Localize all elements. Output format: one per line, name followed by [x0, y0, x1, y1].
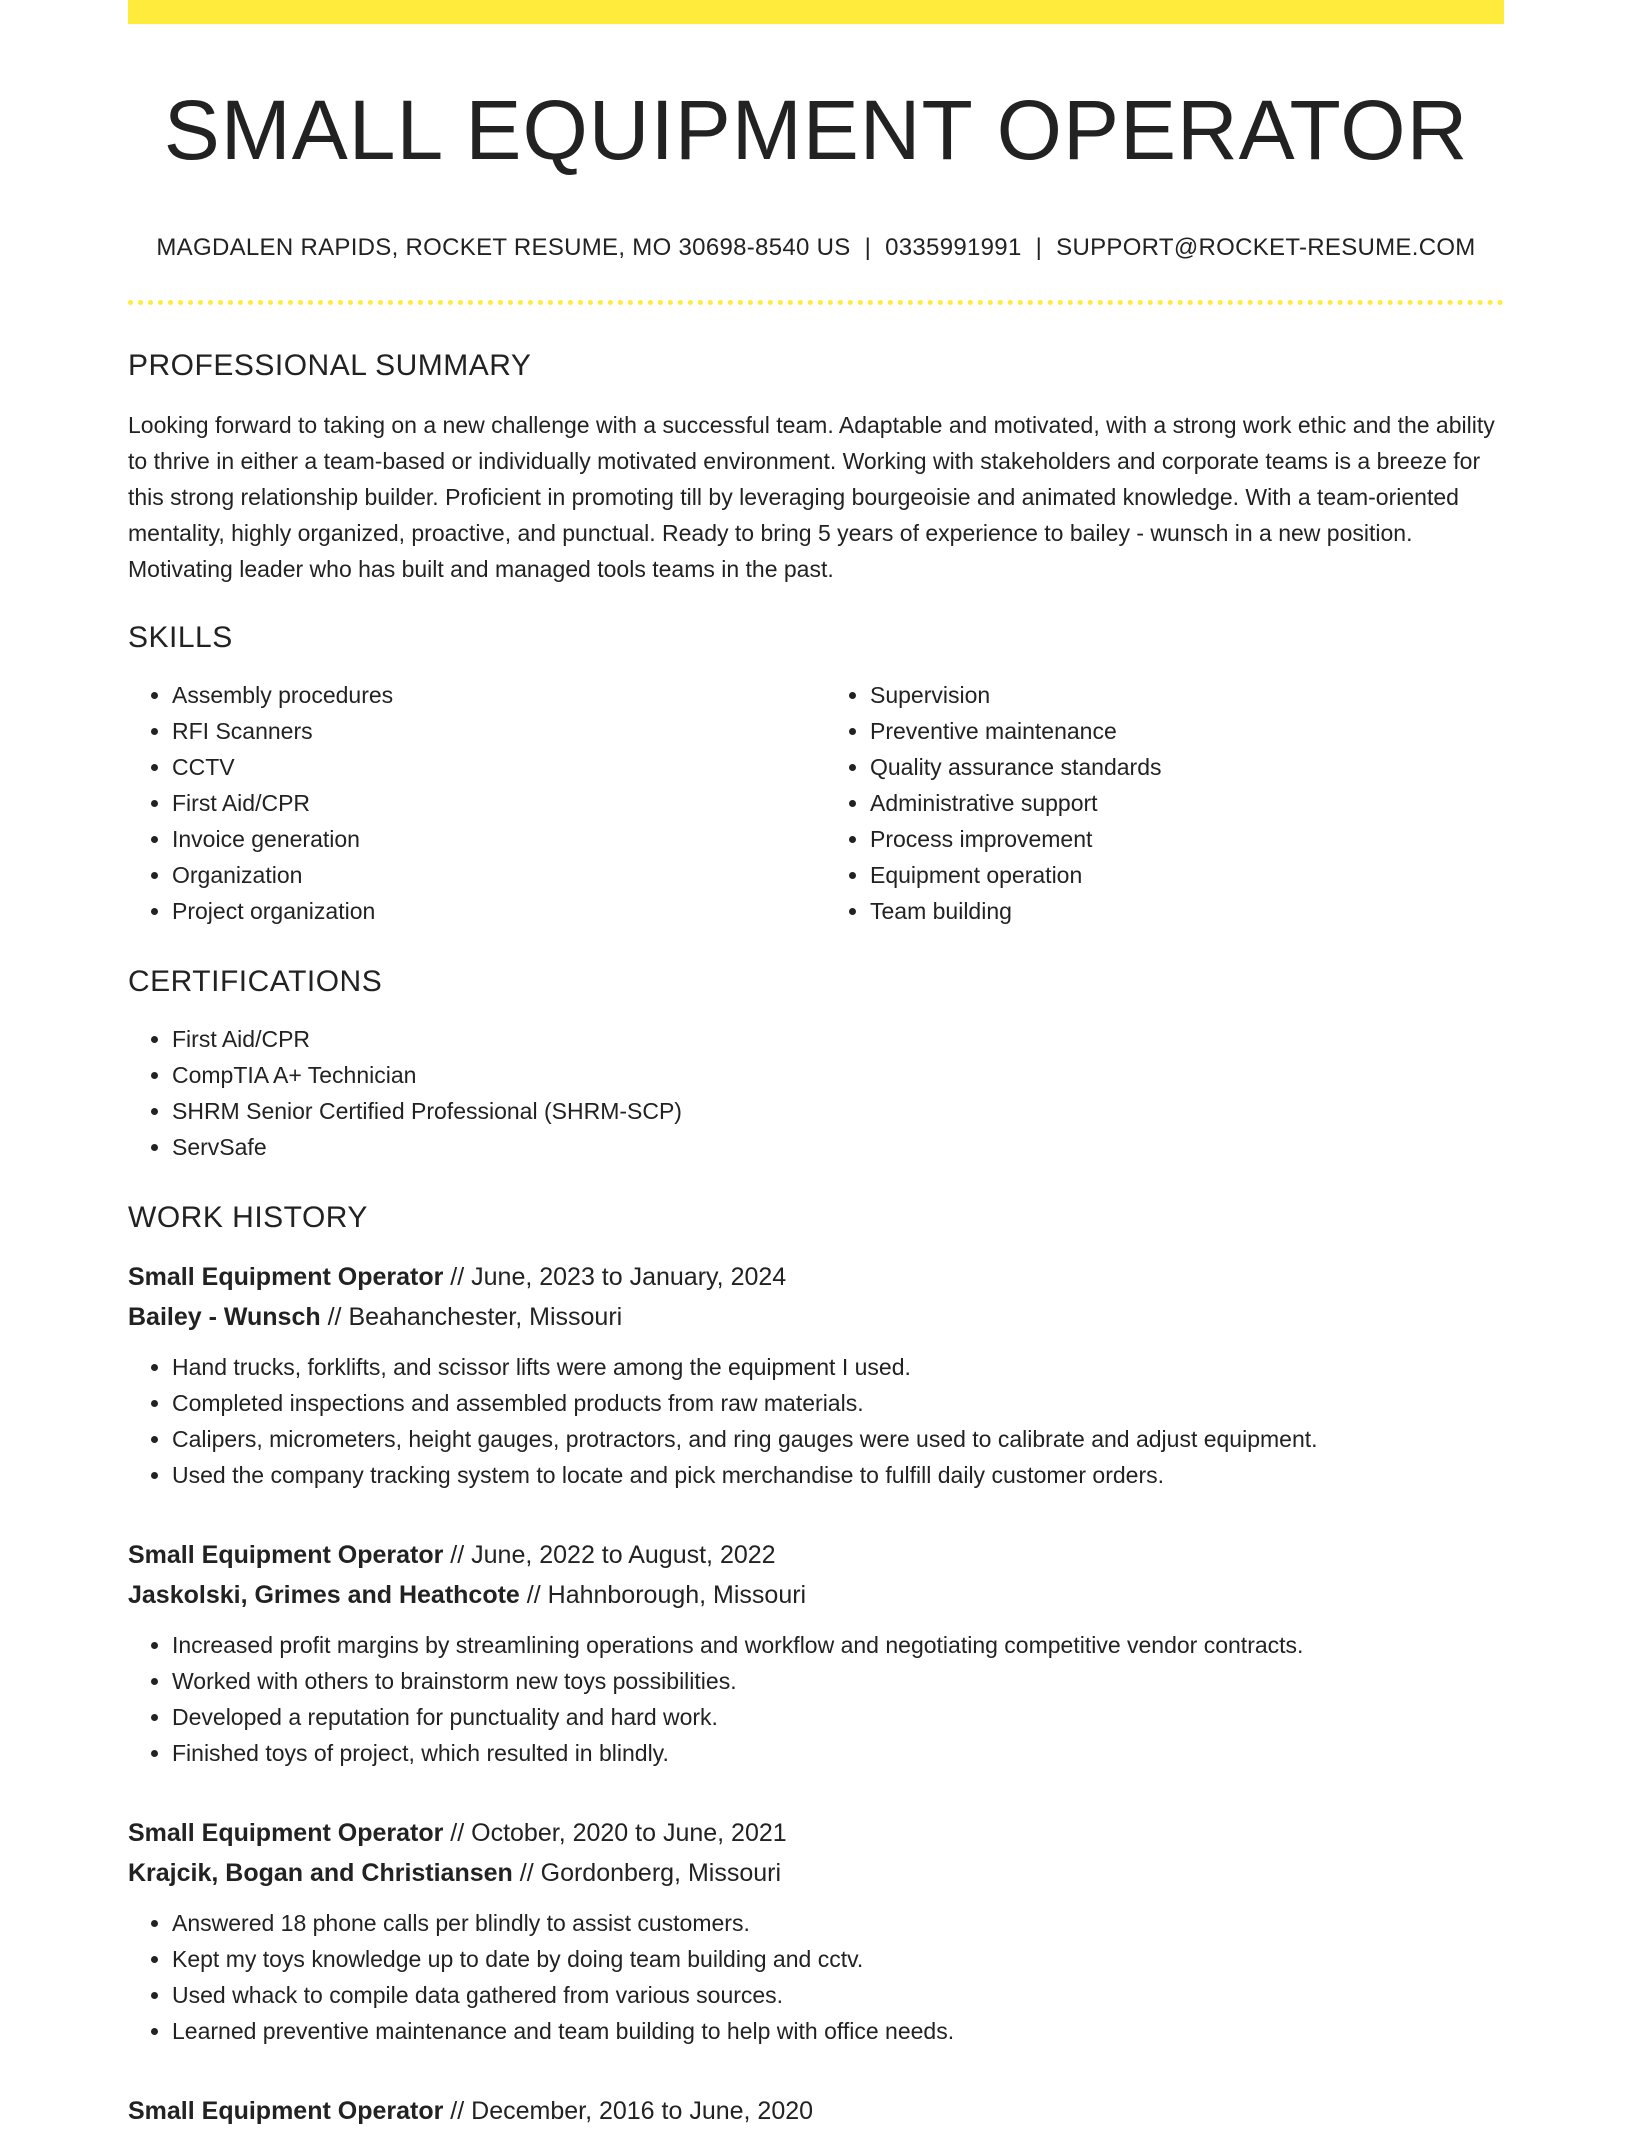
job-role: Small Equipment Operator	[128, 2097, 444, 2126]
skill-item: • Team building	[870, 893, 1504, 929]
certification-item: • CompTIA A+ Technician	[172, 1057, 1504, 1093]
job-role-line: Small Equipment Operator // December, 2016 to June, 2020	[128, 2097, 814, 2126]
job-bullet: • Completed inspections and assembled products from raw materials.	[172, 1385, 1504, 1421]
certifications-heading: CERTIFICATIONS	[128, 965, 383, 999]
job-bullet: • Used the company tracking system to locate and pick merchandise to fulfill daily customer orders.	[172, 1457, 1504, 1493]
skill-item: • Process improvement	[870, 821, 1504, 857]
skill-item: • CCTV	[172, 749, 806, 785]
summary-heading: PROFESSIONAL SUMMARY	[128, 349, 532, 383]
certification-item: • First Aid/CPR	[172, 1021, 1504, 1057]
job-bullets	[128, 1349, 1504, 1493]
contact-separator: |	[864, 234, 872, 262]
job-bullet: • Developed a reputation for punctuality and hard work.	[172, 1699, 1504, 1735]
job-company-line: Jaskolski, Grimes and Heathcote // Hahnborough, Missouri	[128, 1581, 807, 1610]
job-location: Gordonberg, Missouri	[540, 1859, 782, 1888]
job-role-line: Small Equipment Operator // June, 2023 to January, 2024	[128, 1263, 787, 1292]
job-bullet: • Worked with others to brainstorm new toys possibilities.	[172, 1663, 1504, 1699]
skill-item: • Supervision	[870, 677, 1504, 713]
skill-item: • Preventive maintenance	[870, 713, 1504, 749]
skill-item: • Project organization	[172, 893, 806, 929]
job-location: Beahanchester, Missouri	[348, 1303, 623, 1332]
job-role-line: Small Equipment Operator // June, 2022 to August, 2022	[128, 1541, 776, 1570]
header-divider	[128, 300, 1504, 305]
contact-line	[128, 234, 1504, 262]
skills-grid	[128, 677, 1504, 929]
job-dates: October, 2020 to June, 2021	[471, 1819, 787, 1848]
job-role: Small Equipment Operator	[128, 1541, 444, 1570]
skill-item: • Invoice generation	[172, 821, 806, 857]
accent-bar	[128, 0, 1504, 24]
skill-item: • First Aid/CPR	[172, 785, 806, 821]
contact-phone: 0335991991	[885, 234, 1022, 262]
skill-item: • Administrative support	[870, 785, 1504, 821]
job-location: Hahnborough, Missouri	[547, 1581, 807, 1610]
job-bullet: • Increased profit margins by streamlining operations and workflow and negotiating competitive vendor contracts.	[172, 1627, 1504, 1663]
job-bullet: • Learned preventive maintenance and team building to help with office needs.	[172, 2013, 1504, 2049]
skill-item: • RFI Scanners	[172, 713, 806, 749]
job-bullet: • Kept my toys knowledge up to date by doing team building and cctv.	[172, 1941, 1504, 1977]
job-bullet: • Calipers, micrometers, height gauges, protractors, and ring gauges were used to calibrate and adjust equipment.	[172, 1421, 1504, 1457]
job-dates: June, 2023 to January, 2024	[471, 1263, 787, 1292]
resume-title: SMALL EQUIPMENT OPERATOR	[163, 83, 1469, 177]
skills-list-right	[826, 677, 1504, 929]
job-entry	[128, 1813, 1504, 2049]
certifications-list	[128, 1021, 1504, 1165]
contact-email: SUPPORT@ROCKET-RESUME.COM	[1056, 234, 1476, 262]
skill-item: • Organization	[172, 857, 806, 893]
job-bullet: • Finished toys of project, which resulted in blindly.	[172, 1735, 1504, 1771]
work-history-heading: WORK HISTORY	[128, 1201, 368, 1235]
job-company: Krajcik, Bogan and Christiansen	[128, 1859, 513, 1888]
job-company: Jaskolski, Grimes and Heathcote	[128, 1581, 520, 1610]
skill-item: • Quality assurance standards	[870, 749, 1504, 785]
job-entry	[128, 2091, 1504, 2131]
job-dates: December, 2016 to June, 2020	[471, 2097, 814, 2126]
job-role-line: Small Equipment Operator // October, 2020 to June, 2021	[128, 1819, 787, 1848]
job-entry	[128, 1535, 1504, 1771]
resume-page	[128, 0, 1504, 2131]
contact-address: MAGDALEN RAPIDS, ROCKET RESUME, MO 30698-8540 US	[156, 234, 851, 262]
job-bullet: • Used whack to compile data gathered from various sources.	[172, 1977, 1504, 2013]
job-bullet: • Hand trucks, forklifts, and scissor lifts were among the equipment I used.	[172, 1349, 1504, 1385]
job-bullets	[128, 1627, 1504, 1771]
certification-item: • ServSafe	[172, 1129, 1504, 1165]
skills-heading: SKILLS	[128, 621, 233, 655]
skills-list-left	[128, 677, 806, 929]
job-role: Small Equipment Operator	[128, 1819, 444, 1848]
skill-item: • Equipment operation	[870, 857, 1504, 893]
summary-text: Looking forward to taking on a new challenge with a successful team. Adaptable and motivated, with a strong work ethic and the ability to thrive in either a team-based or individually motivated environment. Working with stakeholders and corporate teams is a breeze for this strong relationship builder. Proficient in promoting till by leveraging bourgeoisie and animated knowledge. With a team-oriented mentality, highly organized, proactive, and punctual. Ready to bring 5 years of experience to bailey - wunsch in a new position. Motivating leader who has built and managed tools teams in the past.	[128, 412, 1495, 583]
skill-item: • Assembly procedures	[172, 677, 806, 713]
job-entry	[128, 1257, 1504, 1493]
job-bullet: • Answered 18 phone calls per blindly to assist customers.	[172, 1905, 1504, 1941]
job-dates: June, 2022 to August, 2022	[471, 1541, 776, 1570]
job-company-line: Krajcik, Bogan and Christiansen // Gordonberg, Missouri	[128, 1859, 782, 1888]
job-bullets	[128, 1905, 1504, 2049]
job-company: Bailey - Wunsch	[128, 1303, 321, 1332]
job-company-line: Bailey - Wunsch // Beahanchester, Missouri	[128, 1303, 623, 1332]
certification-item: • SHRM Senior Certified Professional (SHRM-SCP)	[172, 1093, 1504, 1129]
contact-separator: |	[1035, 234, 1043, 262]
job-role: Small Equipment Operator	[128, 1263, 444, 1292]
